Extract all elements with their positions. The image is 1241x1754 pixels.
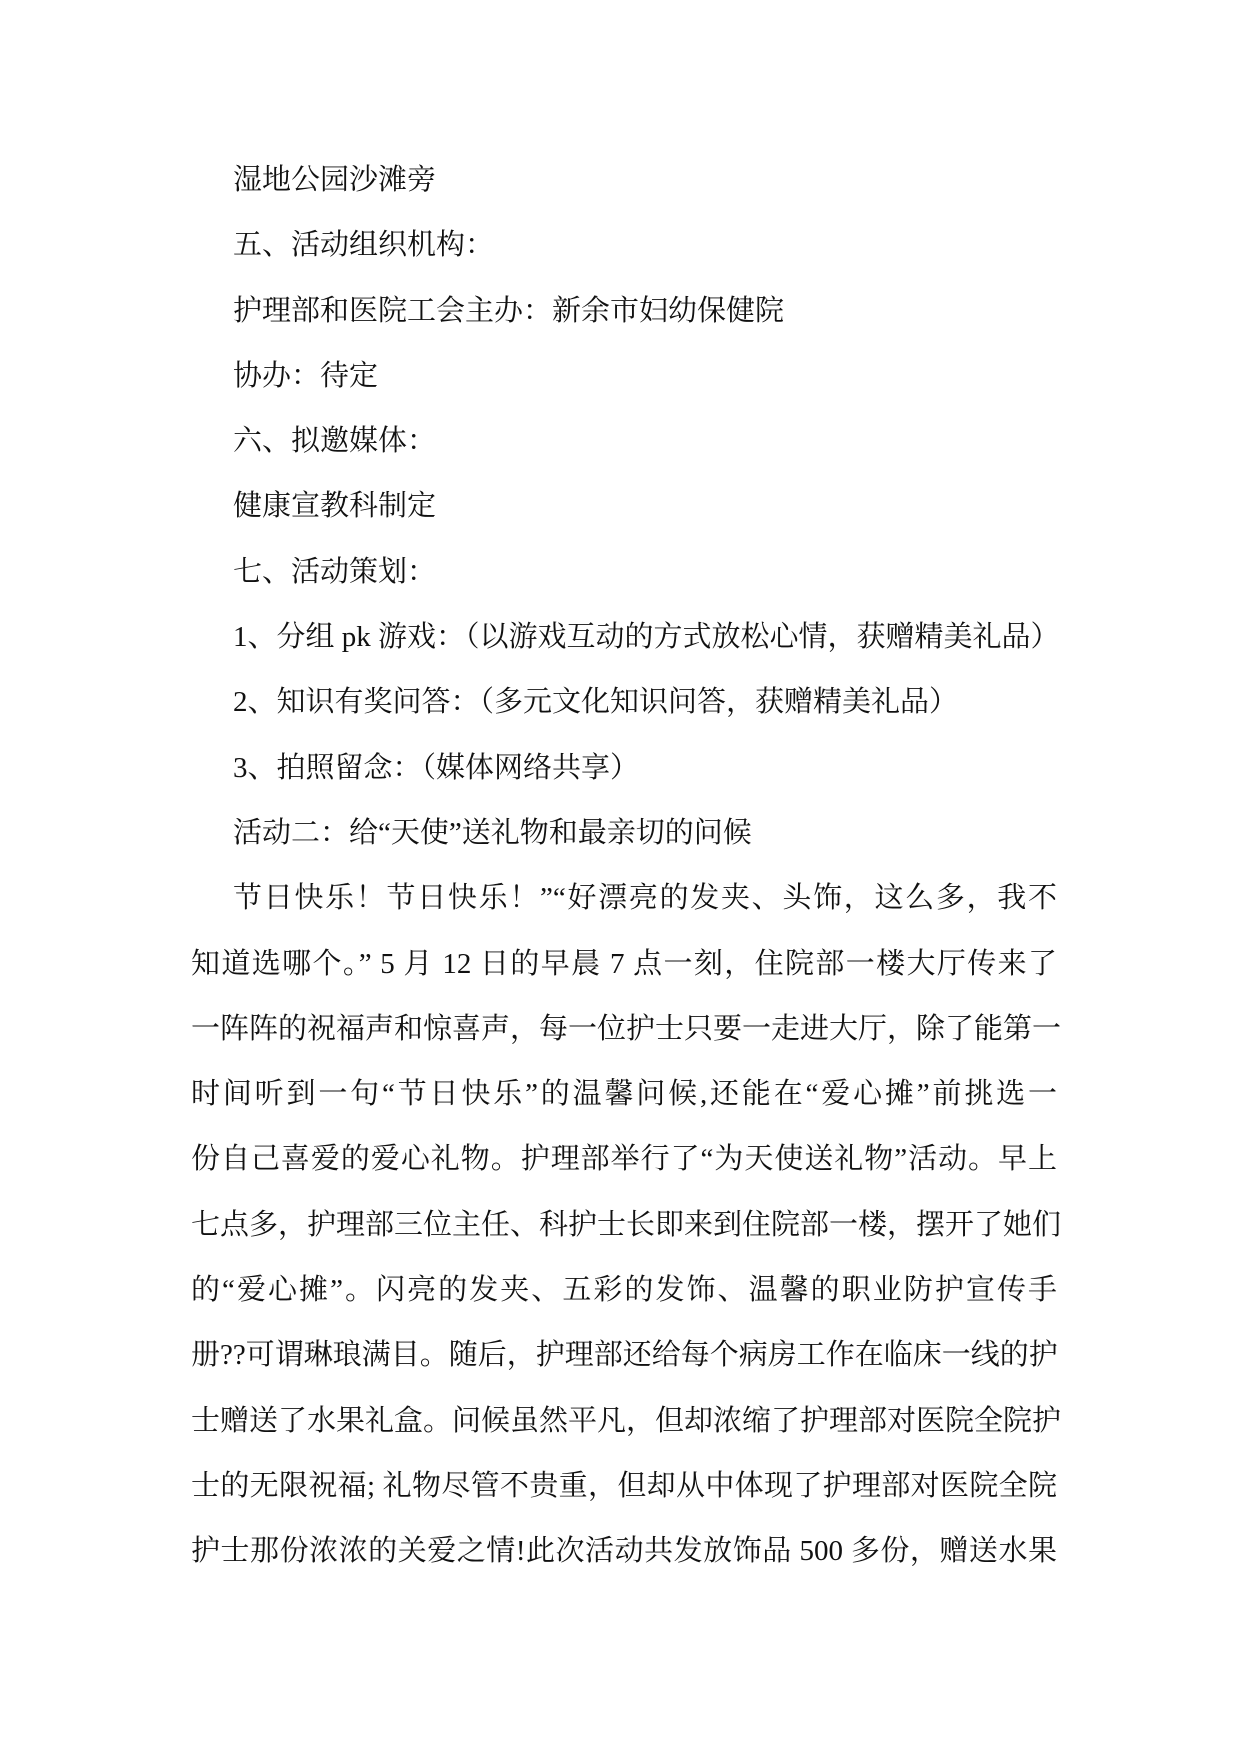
paragraph-line: 士的无限祝福; 礼物尽管不贵重，但却从中体现了护理部对医院全院 bbox=[191, 1469, 1057, 1502]
paragraph-line: 护士那份浓浓的关爱之情!此次活动共发放饰品 500 多份，赠送水果 bbox=[191, 1535, 1057, 1568]
document-body bbox=[191, 148, 1062, 1585]
paragraph-line: 册??可谓琳琅满目。随后，护理部还给每个病房工作在临床一线的护 bbox=[191, 1339, 1058, 1372]
paragraph-line: 七点多，护理部三位主任、科护士长即来到住院部一楼，摆开了她们 bbox=[191, 1208, 1062, 1241]
planning-item: 3、拍照留念：（媒体网络共享） bbox=[233, 751, 640, 784]
section-organizers-heading: 五、活动组织机构： bbox=[233, 229, 495, 262]
organizers-co-host-line: 协办：待定 bbox=[233, 359, 379, 392]
section-media-heading: 六、拟邀媒体： bbox=[233, 425, 437, 458]
paragraph-line: 时间听到一句“节日快乐”的温馨问候,还能在“爱心摊”前挑选一 bbox=[191, 1078, 1057, 1111]
paragraph-line: 一阵阵的祝福声和惊喜声，每一位护士只要一走进大厅，除了能第一 bbox=[191, 1012, 1062, 1045]
media-item-line: 健康宣教科制定 bbox=[233, 490, 437, 523]
activity-two-paragraph bbox=[191, 866, 1062, 1584]
location-line: 湿地公园沙滩旁 bbox=[233, 164, 437, 196]
paragraph-line: 知道选哪个。” 5 月 12 日的早晨 7 点一刻，住院部一楼大厅传来了 bbox=[191, 947, 1057, 980]
planning-item: 2、知识有奖问答：（多元文化知识问答，获赠精美礼品） bbox=[233, 686, 959, 719]
organizers-host-line: 护理部和医院工会主办：新余市妇幼保健院 bbox=[233, 294, 785, 327]
section-planning-heading: 七、活动策划： bbox=[233, 555, 437, 588]
paragraph-line: 份自己喜爱的爱心礼物。护理部举行了“为天使送礼物”活动。早上 bbox=[191, 1143, 1057, 1176]
planning-item: 1、分组 pk 游戏：（以游戏互动的方式放松心情，获赠精美礼品） bbox=[233, 621, 1060, 654]
paragraph-line: 的“爱心摊”。闪亮的发夹、五彩的发饰、温馨的职业防护宣传手 bbox=[191, 1274, 1057, 1307]
paragraph-line: 士赠送了水果礼盒。问候虽然平凡，但却浓缩了护理部对医院全院护 bbox=[191, 1404, 1062, 1437]
paragraph-line: 节日快乐！节日快乐！”“好漂亮的发夹、头饰，这么多，我不 bbox=[233, 882, 1057, 915]
activity-two-heading: 活动二：给“天使”送礼物和最亲切的问候 bbox=[233, 816, 752, 849]
